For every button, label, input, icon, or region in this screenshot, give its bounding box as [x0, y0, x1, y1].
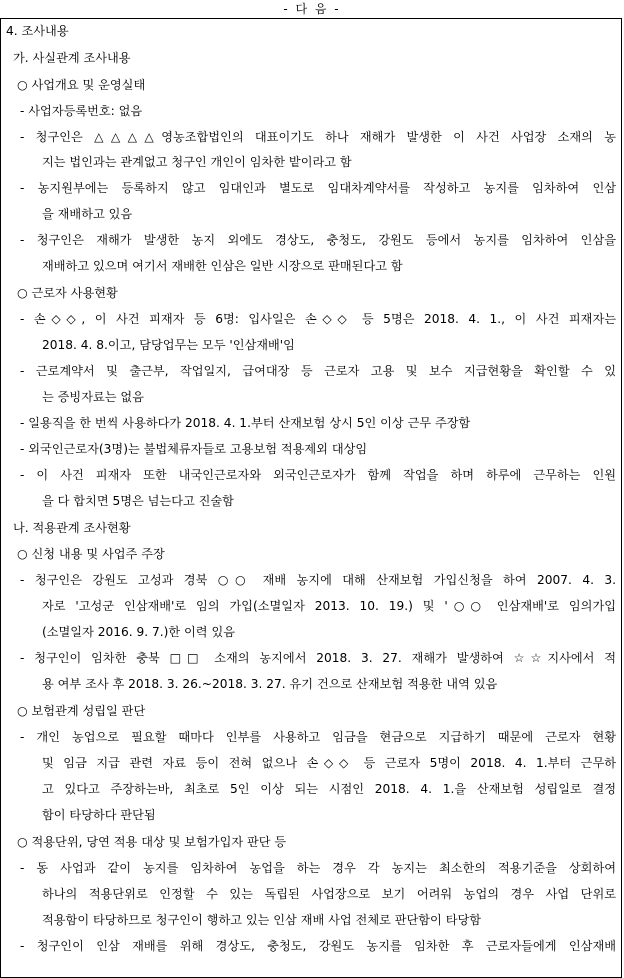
- subsection-heading: 가. 사실관계 조사내용: [13, 51, 131, 65]
- bullet-line-cont: 2018. 4. 8.이고, 담당업무는 모두 '인삼재배'임: [42, 338, 295, 352]
- bullet-line-cont: 지는 법인과는 관계없고 청구인 개인이 임차한 밭이라고 함: [42, 155, 352, 169]
- bullet-line: - 손◇◇, 이 사건 피재자 등 6명: 입사일은 손◇◇ 등 5명은 2018. 4. 1., 이 사건 피재자는: [20, 312, 616, 326]
- bullet-line: - 청구인이 임차한 충북 □□ 소재의 농지에서 2018. 3. 27. 재해가 발생하여 ☆☆지사에서 적: [20, 651, 616, 665]
- bullet-line: - 이 사건 피재자 또한 내국인근로자와 외국인근로자가 함께 작업을 하며 하루에 근무하는 인원: [20, 468, 616, 482]
- bullet-line: - 청구인이 인삼 재배를 위해 경상도, 충청도, 강원도 농지를 임차한 후 근로자들에게 인삼재배: [20, 939, 616, 953]
- bullet-line-cont: 재배하고 있으며 여기서 재배한 인삼은 일반 시장으로 판매된다고 함: [42, 259, 403, 273]
- item-title: ○ 적용단위, 당연 적용 대상 및 보험가입자 판단 등: [17, 835, 287, 849]
- bullet-line: - 농지원부에는 등록하지 않고 임대인과 별도로 임대차계약서를 작성하고 농지를 임차하여 인삼: [20, 181, 616, 195]
- item-title: ○ 사업개요 및 운영실태: [17, 78, 146, 92]
- bullet-line: - 외국인근로자(3명)는 불법체류자들로 고용보험 적용제외 대상임: [20, 442, 368, 456]
- bullet-line: - 청구인은 강원도 고성과 경북 ○○ 재배 농지에 대해 산재보험 가입신청을 하여 2007. 4. 3.: [20, 573, 616, 587]
- bullet-line: - 동 사업과 같이 농지를 임차하여 농업을 하는 경우 각 농지는 최소한의 적용기준을 상회하여: [20, 861, 616, 875]
- bullet-line-cont: 용 여부 조사 후 2018. 3. 26.~2018. 3. 27. 유기 건으로 산재보험 적용한 내역 있음: [42, 677, 498, 691]
- bullet-line-cont: 을 재배하고 있음: [42, 207, 133, 221]
- doc-title: - 다 음 -: [283, 2, 341, 16]
- subsection-heading: 나. 적용관계 조사현황: [13, 521, 131, 535]
- bullet-line-cont: 는 증빙자료는 없음: [42, 390, 144, 404]
- item-title: ○ 보험관계 성립일 판단: [17, 704, 146, 718]
- bullet-line-cont: 고 있다고 주장하는바, 최초로 5인 이상 되는 시점인 2018. 4. 1.을 산재보험 성립일로 결정: [42, 782, 616, 796]
- bullet-line-cont: 자로 '고성군 인삼재배'로 임의 가입(소멸일자 2013. 10. 19.) 및 '○○ 인삼재배'로 임의가입: [42, 599, 616, 613]
- bullet-line: - 청구인은 재해가 발생한 농지 외에도 경상도, 충청도, 강원도 등에서 농지를 임차하여 인삼을: [20, 233, 616, 247]
- bullet-line: - 근로계약서 및 출근부, 작업일지, 급여대장 등 근로자 고용 및 보수 지급현황을 확인할 수 있: [20, 364, 616, 378]
- bullet-line-cont: 및 임금 지급 관련 자료 등이 전혀 없으나 손◇◇ 등 근로자 5명이 2018. 4. 1.부터 근무하: [42, 756, 616, 770]
- bullet-line: - 사업자등록번호: 없음: [20, 104, 143, 118]
- section-heading: 4. 조사내용: [6, 24, 69, 38]
- bullet-line-cont: 적용함이 타당하므로 청구인이 행하고 있는 인삼 재배 사업 전체로 판단함이 타당함: [42, 913, 482, 927]
- document-body: [0, 18, 622, 978]
- bullet-line-cont: 함이 타당하다 판단됨: [42, 808, 156, 822]
- bullet-line: - 일용직을 한 번씩 사용하다가 2018. 4. 1.부터 산재보험 상시 5인 이상 근무 주장함: [20, 416, 471, 430]
- bullet-line: - 개인 농업으로 필요할 때마다 인부를 사용하고 임금을 현금으로 지급하기 때문에 근로자 현황: [20, 730, 616, 744]
- bullet-line-cont: 하나의 적용단위로 인정할 수 있는 독립된 사업장으로 보기 어려워 농업의 경우 사업 단위로: [42, 887, 616, 901]
- item-title: ○ 근로자 사용현황: [17, 286, 118, 300]
- item-title: ○ 신청 내용 및 사업주 주장: [17, 547, 165, 561]
- bullet-line-cont: 을 다 합치면 5명은 넘는다고 진술함: [42, 494, 234, 508]
- bullet-line-cont: (소멸일자 2016. 9. 7.)한 이력 있음: [42, 625, 235, 639]
- bullet-line: - 청구인은 △△△△영농조합법인의 대표이기도 하나 재해가 발생한 이 사건 사업장 소재의 농: [20, 130, 616, 144]
